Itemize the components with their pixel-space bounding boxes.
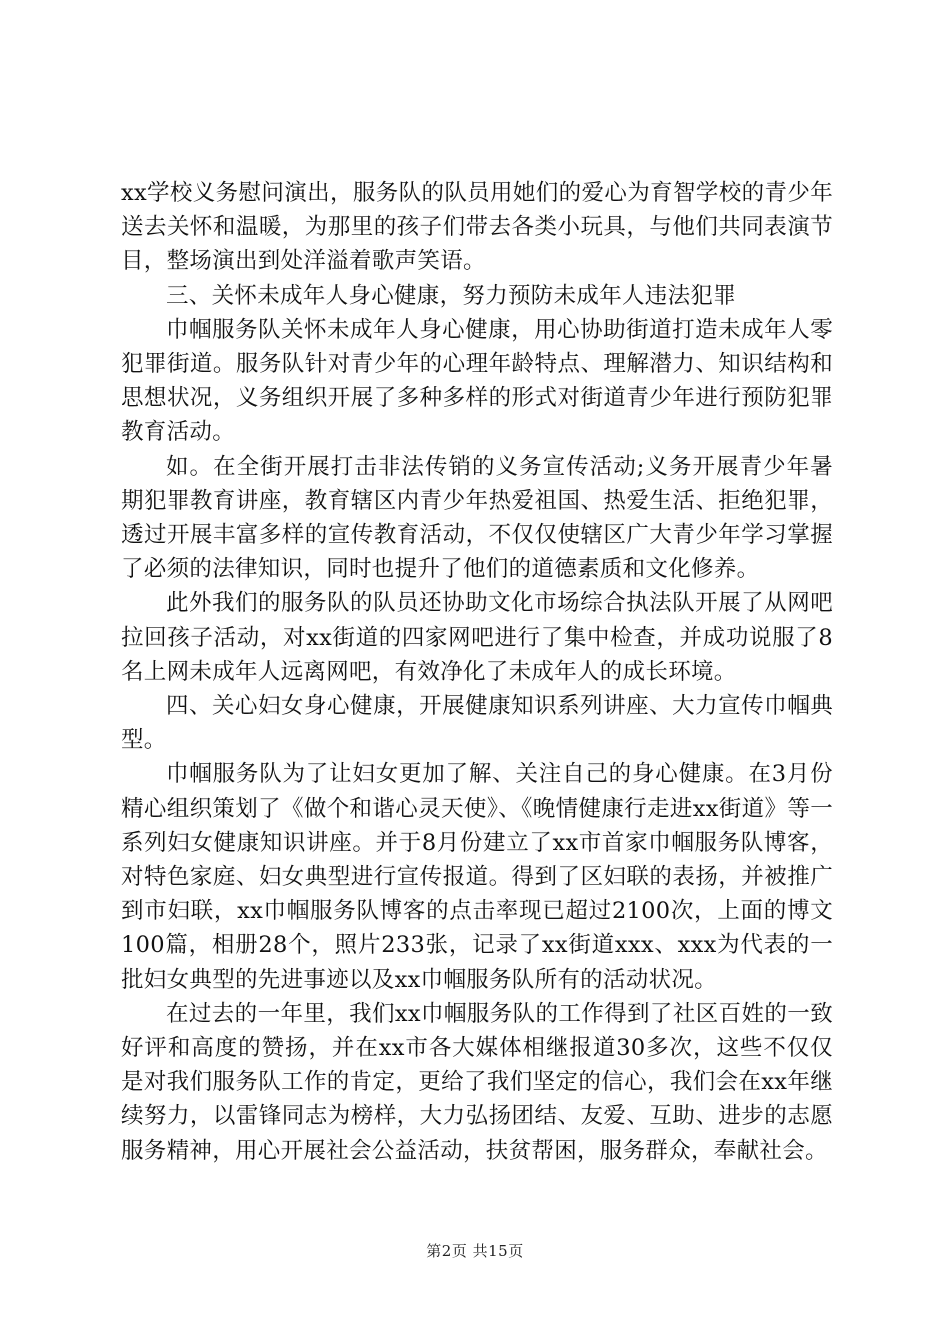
paragraph-continuation: xx学校义务慰问演出，服务队的队员用她们的爱心为育智学校的青少年送去关怀和温暖，为那里的孩子们带去各类小玩具，与他们共同表演节目，整场演出到处洋溢着歌声笑语。 — [121, 180, 833, 275]
paragraph: 巾帼服务队关怀未成年人身心健康，用心协助街道打造未成年人零犯罪街道。服务队针对青少年的心理年龄特点、理解潜力、知识结构和思想状况，义务组织开展了多种多样的形式对街道青少年进行预防犯罪教育活动。 — [121, 316, 833, 446]
paragraph: 在过去的一年里，我们xx巾帼服务队的工作得到了社区百姓的一致好评和高度的赞扬，并在xx市各大媒体相继报道30多次，这些不仅仅是对我们服务队工作的肯定，更给了我们坚定的信心，我们会在xx年继续努力，以雷锋同志为榜样，大力弘扬团结、友爱、互助、进步的志愿服务精神，用心开展社会公益活动，扶贫帮困，服务群众，奉献社会。 — [121, 1000, 833, 1164]
paragraph: 巾帼服务队为了让妇女更加了解、关注自己的身心健康。在3月份精心组织策划了《做个和谐心灵天使》、《晚情健康行走进xx街道》等一系列妇女健康知识讲座。并于8月份建立了xx市首家巾帼服务队博客，对特色家庭、妇女典型进行宣传报道。得到了区妇联的表扬，并被推广到市妇联，xx巾帼服务队博客的点击率现已超过2100次，上面的博文100篇，相册28个，照片233张，记录了xx街道xxx、xxx为代表的一批妇女典型的先进事迹以及xx巾帼服务队所有的活动状况。 — [121, 761, 833, 993]
page-number-footer: 第2页 共15页 — [426, 1242, 524, 1260]
paragraph: 如。在全街开展打击非法传销的义务宣传活动;义务开展青少年暑期犯罪教育讲座，教育辖区内青少年热爱祖国、热爱生活、拒绝犯罪，透过开展丰富多样的宣传教育活动，不仅仅使辖区广大青少年学习掌握了必须的法律知识，同时也提升了他们的道德素质和文化修养。 — [121, 453, 833, 583]
document-body — [121, 176, 833, 1168]
section-heading-4: 四、关心妇女身心健康，开展健康知识系列讲座、大力宣传巾帼典型。 — [121, 693, 833, 754]
section-heading-3: 三、关怀未成年人身心健康，努力预防未成年人违法犯罪 — [166, 282, 737, 309]
paragraph: 此外我们的服务队的队员还协助文化市场综合执法队开展了从网吧拉回孩子活动，对xx街道的四家网吧进行了集中检查，并成功说服了8名上网未成年人远离网吧，有效净化了未成年人的成长环境。 — [121, 590, 833, 685]
